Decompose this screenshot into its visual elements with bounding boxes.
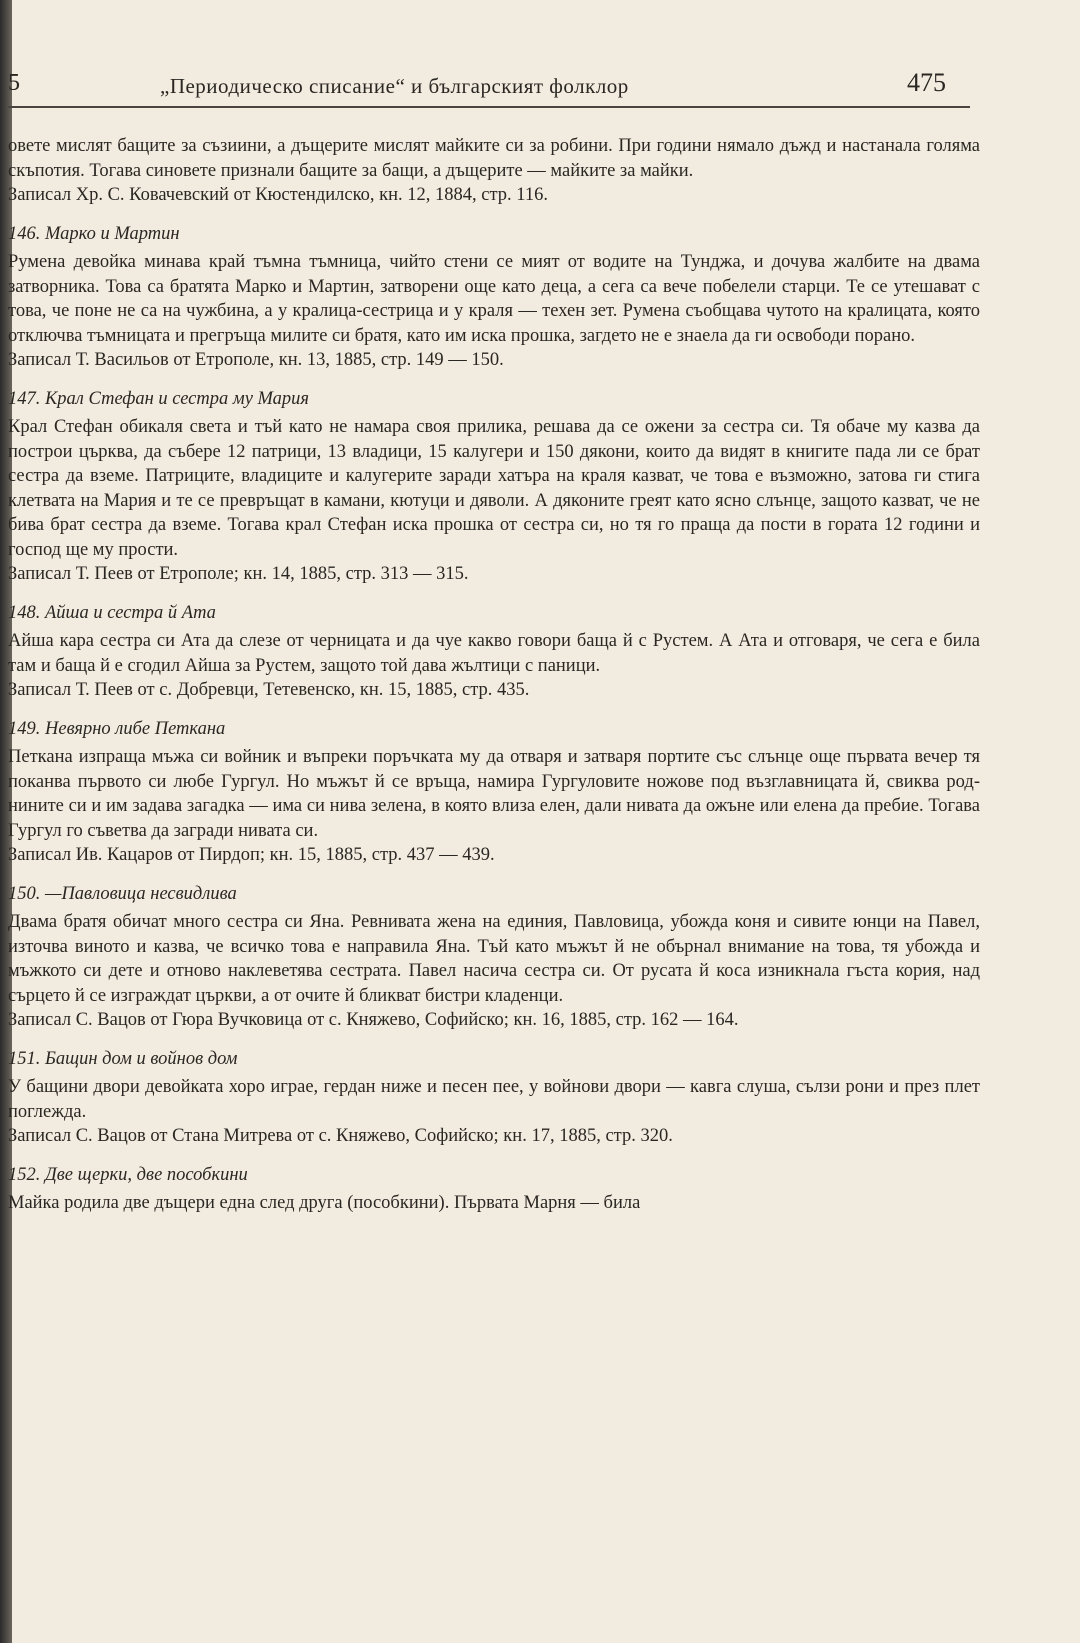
entry-title: 147. Крал Стефан и сестра му Мария: [8, 388, 310, 409]
entry-summary: Айша кара сестра си Ата да слезе от черницата и да чуе какво говори баща й с Рустем. А Ата и отговаря, че сега е била там и баща й е сгодил Айша за Рустем, защото той дава жълтици с паници.: [8, 631, 980, 676]
entry-summary: У бащини двори девойката хоро играе, гердан нижe и песен пее, у войнови двори — кавга слуша, сълзи рони и през плет поглежда.: [8, 1077, 980, 1122]
entry-summary: Двама братя обичат много сестра си Яна. Ревнивата жена на единия, Павловица, убожда коня и сивите юнци на Павел, източва виното и казва, че всичко това е направила Яна. Тъй като мъжът й не обърнал внимание на това, тя убожда и мъжкото си дете и отново наклеветява сестрата. Павел насича сестра си. От русата й коса изникнала гъста кория, над сърцето й се изграждат църкви, а от очите й бликват бистри кладенци.: [8, 912, 980, 1006]
intro-paragraph: овете мислят бащите за съзиини, а дъщерите мислят майките си за робини. При години нямало дъжд и настанала голяма скъпотия. Тогава синовете признали бащите за бащи, а дъщерите — майките за майки.: [8, 136, 980, 181]
entry-title: 149. Невярно либе Петкана: [8, 718, 226, 739]
running-header: [8, 62, 970, 108]
entry-source: Записал Т. Васильов от Етрополе, кн. 13, 1885, стр. 149 — 150.: [8, 350, 504, 370]
page-body: [8, 134, 980, 1216]
page-number: 475: [907, 68, 946, 97]
entry-146: [8, 222, 980, 373]
entry-source: Записал Т. Пеев от Етрополе; кн. 14, 1885, стр. 313 — 315.: [8, 564, 469, 584]
entry-151: [8, 1047, 980, 1149]
book-page: [8, 0, 1080, 1643]
entry-150: [8, 882, 980, 1033]
header-left-fragment: 5: [8, 70, 20, 96]
entry-title: 146. Марко и Мартин: [8, 223, 180, 244]
entry-148: [8, 601, 980, 703]
entry-summary: Крал Стефан обикаля света и тъй като не намара своя прилика, решава да се ожени за сестра си. Тя обаче му казва да построи църква, да събере 12 патрици, 13 владици, 15 калугери и 150 дякони, които да видят в книгите пада ли се брат сестра да вземе. Патриците, владиците и калугерите заради хатъра на краля казват, че това е възможно, затова ги стига клетвата на Мария и те се превръщат в камани, кютуци и дяволи. А дяконите греят като ясно слънце, защото казват, че не бива брат сестра да вземе. Тогава крал Стефан иска прошка от сестра си, но тя го праща да пости в гората 12 години и господ ще му прости.: [8, 417, 980, 560]
entry-title: 150. —Павловица несвидлива: [8, 883, 237, 904]
entry-title: 148. Айша и сестра й Ата: [8, 602, 216, 623]
entry-152: [8, 1163, 980, 1216]
entry-title: 151. Бащин дом и войнов дом: [8, 1048, 238, 1069]
entry-source: Записал Т. Пеев от с. Добревци, Тетевенско, кн. 15, 1885, стр. 435.: [8, 680, 530, 700]
intro-entry: [8, 134, 980, 208]
entry-147: [8, 387, 980, 587]
entry-source: Записал Ив. Кацаров от Пирдоп; кн. 15, 1885, стр. 437 — 439.: [8, 845, 495, 865]
running-title: „Периодическо списание“ и българският фолклор: [160, 74, 629, 98]
entry-149: [8, 717, 980, 868]
entry-source: Записал С. Вацов от Стана Митрева от с. Княжево, Софийско; кн. 17, 1885, стр. 320.: [8, 1126, 673, 1146]
entry-summary: Петкана изпраща мъжа си войник и въпреки поръчката му да отваря и затваря портите със слънце още първата вечер тя поканва първото си любе Гургул. Но мъжът й се връща, намира Гургуловите ножове под възглавницата й, свиква роднините си и им задава загадка — има си нива зелена, в която влиза елен, дали нивата да ожъне или елена да пребие. Тогава Гургул го съветва да загради нивата си.: [8, 747, 980, 841]
entry-summary: Румена девойка минава край тъмна тъмница, чийто стени се мият от водите на Тунджа, и дочува жалбите на двама затворника. Това са братята Марко и Мартин, затворени още като деца, а сега са вече побелели старци. Те се утешават с това, че поне не са на чужбина, а у кралица-сестрица и у краля — техен зет. Румена съобщава чутото на кралицата, която отключва тъмницата и прегръща милите си братя, като им иска прошка, загдето не е знаела да ги освободи порано.: [8, 252, 980, 346]
entry-source: Записал С. Вацов от Гюра Вучковица от с. Княжево, Софийско; кн. 16, 1885, стр. 162 — 164.: [8, 1010, 739, 1030]
intro-source: Записал Хр. С. Ковачевский от Кюстендилско, кн. 12, 1884, стр. 116.: [8, 185, 548, 205]
entry-title: 152. Две щерки, две пособкини: [8, 1164, 248, 1185]
entry-summary: Майка родила две дъщери една след друга (пособкини). Първата Марня — била: [8, 1193, 641, 1213]
